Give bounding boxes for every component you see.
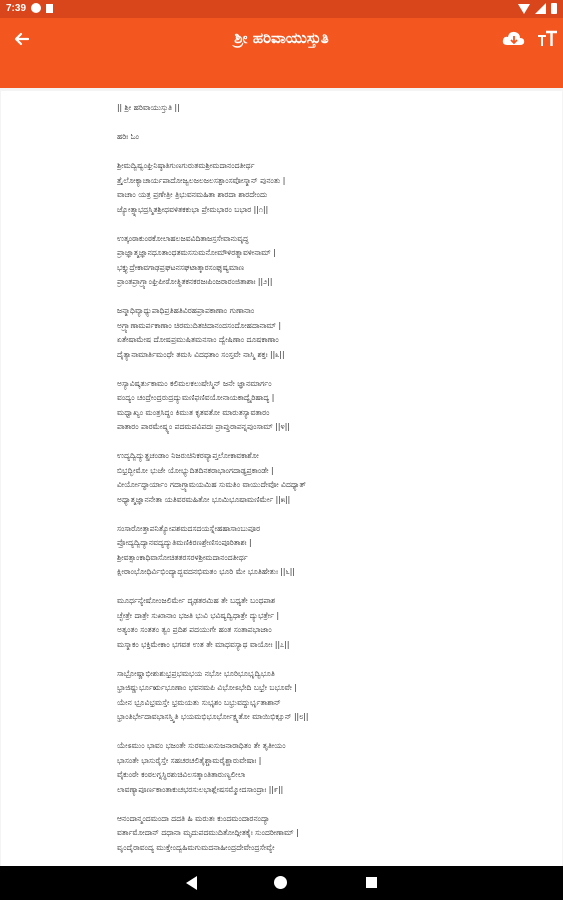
signal-icon: [535, 3, 546, 14]
text-line: ತ್ರೈಲೋಕ್ಯಾಚಾರ್ಯಪಾದೋಜ್ವಲಜಲಜಲಸತ್ಪಾಂಸವೋಸ್ಮಾನ್ ಪುನಂತು |: [117, 175, 286, 185]
text-line: [117, 362, 447, 377]
stotra-content[interactable]: [1, 91, 562, 866]
text-line: [117, 435, 447, 450]
text-line: ಲಾವಣ್ಯಾಪೂರ್ಣಕಾಂತಾಕುಚಭರಸುಲಭಾಶ್ಲೇಷಸಮ್ಮೋದಸಾಂದ್ರಾಃ ||೯||: [117, 784, 284, 794]
text-line: ಉದ್ಯದ್ವಿದ್ಯುತ್ಪ್ರಚಂಡಾಂ ನಿಜರುಚಿನಿಕರವ್ಯಾಪ್ತಲೋಕಾವಕಾಶೋ: [117, 451, 259, 460]
text-line: ಹರಿಃ ಓಂ: [117, 132, 140, 141]
text-line: ಅಗ್ರ್ಯಾಣಾಮರ್ಪಕಾಣಾಂ ಚಿರಮುದಿತಚಿದಾನಂದಸಂದೋಹದಾನಾಮ್ |: [117, 320, 282, 330]
text-line: ಶ್ರೀಮದ್ವಿಷ್ವಂಘ್ರಿನಿಷ್ಠಾತಿಗುಣಗುರುತಮಶ್ರೀಮದಾನಂದತೀರ್ಥ: [117, 161, 255, 170]
text-line: [117, 855, 447, 866]
text-line: [117, 290, 447, 305]
download-button[interactable]: [501, 28, 527, 50]
nav-recents-button[interactable]: [366, 877, 377, 888]
text-line: [117, 725, 447, 740]
text-line: ವರ್ತಾಮೋದಾನ್ ದಧಾನಾ ಮೃದುಪದಮುದಿತೋದ್ಗೀತಕೈಃ ಸುಂದರೀಣಾಮ್ |: [117, 828, 299, 837]
text-line: ಮಸ್ಮಾಕಂ ಭಕ್ತಿಮೇಕಾಂ ಭಗವತ ಉತ ತೇ ಮಾಧವಸ್ಯಾಥ ವಾಯೋಃ ||೭||: [117, 639, 290, 649]
app-bar: [0, 18, 563, 88]
battery-icon: [551, 3, 557, 14]
text-line: ಶ್ರೀವತ್ಸಾಂಕಾಧಿವಾಸೋಚಿತತರಸರಳಶ್ರೀಮದಾನಂದತೀರ್ಥ: [117, 552, 248, 562]
sd-card-icon: [46, 4, 53, 13]
cloud-download-icon: [501, 28, 527, 50]
page-title: ಶ್ರೀ ಹರಿವಾಯುಸ್ತುತಿ: [234, 29, 329, 47]
text-line: [117, 116, 447, 131]
nav-back-button[interactable]: [186, 876, 197, 890]
text-line: ಜನ್ಮಾಧಿವ್ಯಾಧ್ಯುಪಾಧಿಪ್ರತಿಹತಿವಿರಹಪ್ರಾಪಕಾಣಾಂ ಗುಣಾನಾಂ: [117, 306, 255, 315]
text-line: ಏತೇಷಾಮೇಷ ದೋಷಪ್ರಮುಷಿತಮನಸಾಂ ದ್ವೇಷಿಣಾಂ ದೂಷಕಾಣಾಂ: [117, 335, 279, 344]
text-line: ಅಸ್ಯಾವಿಷ್ಕರ್ತುಕಾಮಂ ಕಲಿಮಲಕಲುಷೇಸ್ಮಿನ್ ಜನೇ ಜ್ಞಾನಮಾರ್ಗಂ: [117, 378, 272, 388]
text-line: ಉತ್ಕಂಠಾಕುಂಠಕೋಲಾಹಲಜವವಿದಿತಾಜಸ್ರಸೇವಾನುವೃದ್ಧ: [117, 233, 249, 243]
text-line: [117, 507, 447, 522]
text-line: ಬಿಭ್ರದ್ಭೀಮೋ ಭುಜೇ ಯೋಭ್ಯುದಿತದಿನಕರಾಭಾಂಗದಾಢ್ಯಪ್ರಕಾಂಡೇ |: [117, 465, 274, 475]
text-line: ಭಕ್ತ್ಯುದ್ರೇಕಾವಗಾಢಪ್ರಘಟನಸಘಟಾತ್ಕಾರಸಂಘೃಷ್ಯಮಾಣ: [117, 262, 245, 272]
format-size-icon: [535, 28, 559, 50]
text-line: ಪ್ರೋದ್ಯದ್ವಿದ್ಯಾನವದ್ಯದ್ಯುತಿಮಣಿಕಿರಣಶ್ರೇಣಿಸಂಪೂರಿತಾಶಃ |: [117, 538, 252, 547]
text-line: ಭ್ರಾಜಿಷ್ಣುರ್ಭೂರ್ಋಭೂಣಾಂ ಭವನಮಪಿ ವಿಭೋಽಭೇದಿ ಬಭ್ರೇ ಬಭೂವೇ |: [117, 683, 297, 692]
text-line: [117, 797, 447, 812]
text-line: ಭಾಸಂತೇ ಭಾಸುರೈಸ್ತೇ ಸಹಚರಚಲಿತೈಶ್ಚಾಮರೈಶ್ಚಾರುವೇಷಾಃ |: [117, 755, 262, 765]
text-line: ಜ್ಯೋತ್ಸ್ನಾಭದ್ರಸ್ಮಿತಶ್ರೀಧವಳಿತಕಕುಭಾ ಪ್ರೇಮಭಾರಂ ಬಭಾರ ||೧||: [117, 204, 269, 214]
status-bar: [0, 0, 563, 18]
text-line: ಸಾಭ್ರೋಷ್ಣಾಭೀಶುಶುಭ್ರಪ್ರಭಮಭಯ ನಭೋ ಭೂರಿಭೂಭೃದ್ವಿಭೂತಿ: [117, 668, 275, 678]
text-line: ವೃಂದೈರಾವಂದ್ಯ ಮುಕ್ತೇಂದ್ವಹಿಮಗುಮದನಾಹೀಂದ್ರದೇವೇಂದ್ರಸೇವ್ಯೇ: [117, 842, 275, 852]
text-line: ಅತ್ಯಂತಂ ಸಂತತಂ ತ್ವಂ ಪ್ರದಿಶ ಪದಯುಗೇ ಹಂತ ಸಂತಾಪಭಾಜಾಂ: [117, 625, 272, 634]
notification-icon: [31, 3, 41, 13]
text-line: ಪ್ರಾಂತಪ್ರಾಗ್ರ್ಯಾಂಘ್ರಿಪೀಠೋತ್ಥಿತಕನಕರಜಃಪಿಂಜರಾರಂಜಿತಾಶಾಃ ||೨||: [117, 277, 273, 286]
status-time: 7:39: [6, 3, 27, 14]
text-line: ಕ್ಷೀರಾಂಭೋಧಿರ್ವಿಭಿಂದ್ಯಾದ್ಭವದನಭಿಮತಂ ಭೂರಿ ಮೇ ಭೂತಿಹೇತುಃ ||೬||: [117, 567, 295, 576]
stotra-text: [117, 101, 447, 866]
text-line: [117, 145, 447, 160]
text-line: ಸಂಸಾರೋತ್ತಾಪನಿತ್ಯೋಪಶಮದಸದಯಸ್ನೇಹಹಾಸಾಂಬುಪೂರ: [117, 523, 261, 533]
wifi-icon: [518, 4, 530, 14]
status-indicators: [518, 3, 557, 14]
text-size-button[interactable]: [535, 28, 559, 50]
navigation-bar: [0, 866, 563, 900]
text-line: ದೈತ್ಯಾನಾಮಾರ್ತಿಮಂಧೇ ತಮಸಿ ವಿದಧತಾಂ ಸಂಸ್ತವೇ ನಾಸ್ಮಿ ಶಕ್ತಃ ||೩||: [117, 349, 285, 359]
text-line: ಮೂರ್ಧನ್ಯೇಷೋಂಜಲಿರ್ಮೇ ದೃಢತರಮಿಹ ತೇ ಬಧ್ಯತೇ ಬಂಧಪಾಶ: [117, 596, 276, 605]
nav-home-button[interactable]: [274, 876, 287, 889]
text-line: ವೈಕುಂಠೇ ಕಂಠಲಗ್ನಸ್ಥಿರಶುಚಿವಿಲಸತ್ಕಾಂತಿತಾರುಣ್ಯಲೀಲಾ: [117, 770, 246, 779]
text-line: [117, 652, 447, 667]
text-line: [117, 580, 447, 595]
text-line: ಅಧ್ಯಾತ್ಮಜ್ಞಾನನೇತಾ ಯತಿವರಮಹಿತೋ ಭೂಮಿಭೂಷಾಮಣಿರ್ಮೇ ||೫||: [117, 494, 291, 504]
text-line: ಚ್ಛೇತ್ರೇ ದಾತ್ರೇ ಸುಖಾನಾಂ ಭಜತಿ ಭುವಿ ಭವಿಷ್ಯದ್ವಿಧಾತ್ರೇ ದ್ಯುಭರ್ತ್ರೇ |: [117, 610, 280, 620]
text-line: ಯೇಽಮುಂ ಭಾವಂ ಭಜಂತೇ ಸುರಮುಖಸುಜನಾರಾಧಿತಂ ತೇ ತೃತೀಯಂ: [117, 741, 286, 750]
text-line: ವೀರ್ಯೋದ್ಧಾರ್ಯಾಂ ಗದಾಗ್ರ್ಯಾಮಯಮಿಹ ಸುಮತಿಂ ವಾಯುದೇವೋ ವಿದಧ್ಯಾತ್: [117, 480, 306, 489]
text-line: [117, 217, 447, 232]
text-line: ಮಧ್ವಾಖ್ಯಂ ಮಂತ್ರಸಿದ್ಧಂ ಕಿಮುತ ಕೃತವತೋ ಮಾರುತಸ್ಯಾವತಾರಂ: [117, 407, 270, 417]
text-line: ಯೇನ ಭ್ರೂವಿಭ್ರಮಸ್ತೇ ಭ್ರಮಯತು ಸುಭೃಶಂ ಬಭ್ರುವದ್ದುರ್ಭೃತಾಶಾನ್: [117, 697, 281, 707]
text-line: ಪ್ರಾಜ್ಞಾತ್ಮಜ್ಞಾನಧೂತಾಂಧತಮಸಸುಮನೋಮೌಳಿರತ್ನಾವಳೀನಾಮ್ |: [117, 248, 276, 257]
text-line: ಭ್ರಾಂತಿರ್ಭೇದಾವಭಾಸಸ್ತ್ವಿತಿ ಭಯಮಭಿಭೂರ್ಭೋಕ್ಷ್ಯತೋ ಮಾಯಿಭಿಕ್ಷೂನ್ ||೮||: [117, 712, 309, 721]
text-line: ಆನಂದಾನ್ಮಂದಮಂದಾ ದದತಿ ಹಿ ಮರುತಃ ಕುಂದಮಂದಾರನಂದ್ಯಾ: [117, 813, 270, 823]
text-line: ವಂದ್ಯಂ ಚಂದ್ರೇಂದ್ರರುದ್ರದ್ಯುಮಣಿಫಣಿವಯೋನಾಯಕಾದ್ಯೈರಿಹಾದ್ಯ |: [117, 393, 275, 402]
text-line: ವಾಚಾಂ ಯತ್ರ ಪ್ರಣೇತ್ರೀ ತ್ರಿಭುವನಮಹಿತಾ ಶಾರದಾ ಶಾರದೇಂದು: [117, 190, 268, 199]
text-line: || ಶ್ರೀ ಹರಿವಾಯುಸ್ತುತಿ ||: [117, 103, 180, 112]
text-line: ಪಾತಾರಂ ಪಾರಮೇಷ್ಠ್ಯಂ ಪದಮಪವಿಪದಃ ಪ್ರಾಪ್ತುರಾಪನ್ನಪುಂಸಾಮ್ ||೪||: [117, 422, 290, 431]
